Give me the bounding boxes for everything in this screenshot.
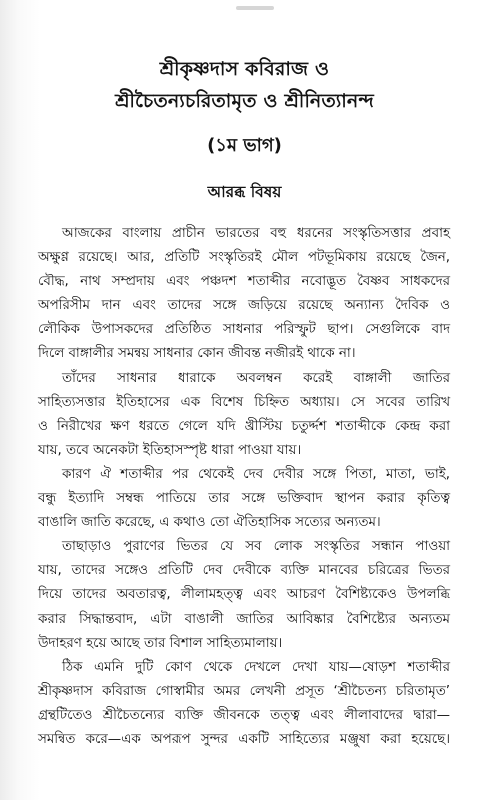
text-line: অক্ষুণ্ণ রয়েছে। আর, প্রতিটি সংস্কৃতিরই মৌল পটভূমিকায় রয়েছে জৈন, [38, 250, 450, 266]
part-label: (১ম ভাগ) [207, 135, 282, 156]
text-line: বৌদ্ধ, নাথ সম্প্রদায় এবং পঞ্চদশ শতাব্দীর নবোদ্ভূত বৈষ্ণব সাধকদের [38, 274, 450, 290]
print-smudge [236, 6, 274, 10]
text-line: গ্রন্থটিতেও শ্রীচৈতন্যের ব্যক্তি জীবনকে তত্ত্ব এবং লীলাবাদের দ্বারা— [38, 707, 450, 723]
text-line: সমন্বিত করে—এক অপরূপ সুন্দর একটি সাহিত্যের মঞ্জুষা করা হয়েছে। [38, 731, 450, 747]
text-line: দিলে বাঙ্গালীর সমন্বয় সাধনার কোন জীবন্ত নজীরই থাকে না। [38, 346, 356, 362]
text-line: ও নিরীখের ক্ষণ ধরতে গেলে যদি খ্রীস্টিয় চতুর্দ্দশ শতাব্দীকে কেন্দ্র করা [38, 418, 450, 434]
text-line: ঠিক এমনি দুটি কোণ থেকে দেখলে দেখা যায়—ষোড়শ শতাব্দীর [62, 659, 450, 675]
text-line: যায়, তাদের সঙ্গেও প্রতিটি দেব দেবীকে ব্যক্তি মানবের চরিত্রের ভিতর [38, 563, 450, 579]
text-line: তাছাড়াও পুরাণের ভিতর যে সব লোক সংস্কৃতির সন্ধান পাওয়া [62, 539, 450, 555]
text-line: যায়, তবে অনেকটা ইতিহাসস্পৃষ্ট ধারা পাওয়া যায়। [38, 442, 302, 458]
text-line: সাহিত্যসত্তার ইতিহাসের এক বিশেষ চিহ্নিত অধ্যায়। সে সবের তারিখ [38, 394, 450, 410]
text-line: কারণ ঐ শতাব্দীর পর থেকেই দেব দেবীর সঙ্গে পিতা, মাতা, ভাই, [62, 466, 450, 482]
text-line: বন্ধু ইত্যাদি সম্বন্ধ পাতিয়ে তার সঙ্গে ভক্তিবাদ স্থাপন করার কৃতিত্ব [38, 491, 450, 507]
text-line: তাঁদের সাধনার ধারাকে অবলম্বন করেই বাঙ্গালী জাতির [62, 370, 450, 386]
body-text [38, 222, 450, 752]
section-heading: আরব্ধ বিষয় [207, 183, 282, 201]
title-line-2: শ্রীচৈতন্যচরিতামৃত ও শ্রীনিত্যানন্দ [115, 90, 374, 112]
title-line-1: শ্রীকৃষ্ণদাস কবিরাজ ও [159, 58, 330, 80]
text-line: শ্রীকৃষ্ণদাস কবিরাজ গোস্বামীর অমর লেখনী প্রসূত ‘শ্রীচৈতন্য চরিতামৃত’ [38, 683, 450, 699]
text-line: দিয়ে তাদের অবতারত্ব, লীলামহত্ত্ব এবং আচরণ বৈশিষ্ট্যকেও উপলব্ধি [38, 587, 450, 603]
text-line: করার সিদ্ধান্তবাদ, এটা বাঙালী জাতির আবিষ্কার বৈশিষ্ট্যের অন্যতম [38, 611, 450, 627]
text-line: লৌকিক উপাসকদের প্রতিষ্ঠিত সাধনার পরিস্ফুট ছাপ। সেগুলিকে বাদ [38, 322, 450, 338]
text-line: আজকের বাংলায় প্রাচীন ভারতের বহু ধরনের সংস্কৃতিসত্তার প্রবাহ [62, 226, 450, 241]
text-line: অপরিসীম দান এবং তাদের সঙ্গে জড়িয়ে রয়েছে অন্যান্য দৈবিক ও [38, 298, 450, 314]
text-line: বাঙালি জাতি করেছে, এ কথাও তো ঐতিহাসিক সত্যের অন্যতম। [38, 515, 381, 531]
text-line: উদাহরণ হয়ে আছে তার বিশাল সাহিত্যমালায়। [38, 635, 283, 651]
